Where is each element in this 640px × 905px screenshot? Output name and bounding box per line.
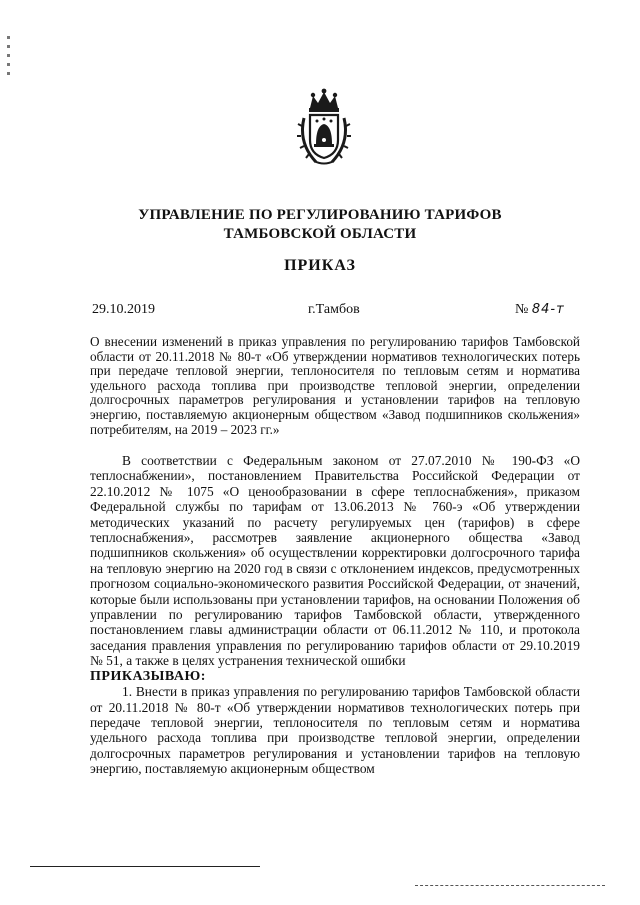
document-date: 29.10.2019 [92, 302, 155, 317]
document-city: г.Тамбов [308, 302, 360, 317]
preamble-paragraph: В соответствии с Федеральным законом от 27.07.2010 № 190-ФЗ «О теплоснабжении», постановлением Правительства Российской Федерации от 22.10.2012 № 1075 «О ценообразовании в сфере теплоснабжения», приказом Федеральной службы по тарифам от 13.06.2013 № 760-э «Об утверждении методических указаний по расчету регулируемых цен (тарифов) в сфере теплоснабжения», рассмотрев заявление акционерного общества «Завод подшипников скольжения» об осуществлении корректировки долгосрочного тарифа на тепловую энергию на 2020 год в связи с отклонением индексов, предусмотренных прогнозом социально-экономического развития Российской Федерации, от значений, которые были использованы при установлении тарифов, на основании Положения об управлении по регулированию тарифов Тамбовской области, утвержденного постановлением главы администрации области от 06.11.2012 № 110, и протокола заседания правления управления по регулированию тарифов области от 29.10.2019 № 51, а также в целях устранения технической ошибки [90, 453, 580, 669]
order-directive: ПРИКАЗЫВАЮ: [90, 668, 206, 684]
document-number [515, 302, 565, 318]
document-type-title: ПРИКАЗ [284, 257, 356, 274]
document-body [90, 453, 580, 777]
scan-edge-mark [415, 885, 605, 886]
coat-of-arms-icon [296, 88, 352, 168]
document-subject: О внесении изменений в приказ управления по регулированию тарифов Тамбовской области от 20.11.2018 № 80-т «Об утверждении нормативов технологических потерь при передаче тепловой энергии, теплоносителя по тепловым сетям и норматива удельного расхода топлива при производстве тепловой энергии, определении долгосрочных параметров регулирования и установлении тарифов на тепловую энергию, поставляемую акционерным обществом «Завод подшипников скольжения» потребителям, на 2019 – 2023 гг.» [90, 334, 580, 437]
organization-name-line1: УПРАВЛЕНИЕ ПО РЕГУЛИРОВАНИЮ ТАРИФОВ [138, 207, 502, 223]
order-item-1: 1. Внести в приказ управления по регулированию тарифов Тамбовской области от 20.11.2018 № 80-т «Об утверждении нормативов технологических потерь при передаче тепловой энергии, теплоносителя по тепловым сетям и норматива удельного расхода топлива при производстве тепловой энергии, определении долгосрочных параметров регулирования и установлении тарифов на тепловую энергию, поставляемую акционерным обществом [90, 684, 580, 777]
scan-margin-marks [5, 30, 13, 90]
document-number-label: № [515, 302, 529, 317]
footnote-divider [30, 866, 260, 867]
organization-name-line2: ТАМБОВСКОЙ ОБЛАСТИ [223, 226, 417, 242]
document-number-value: 84-т [531, 302, 565, 317]
